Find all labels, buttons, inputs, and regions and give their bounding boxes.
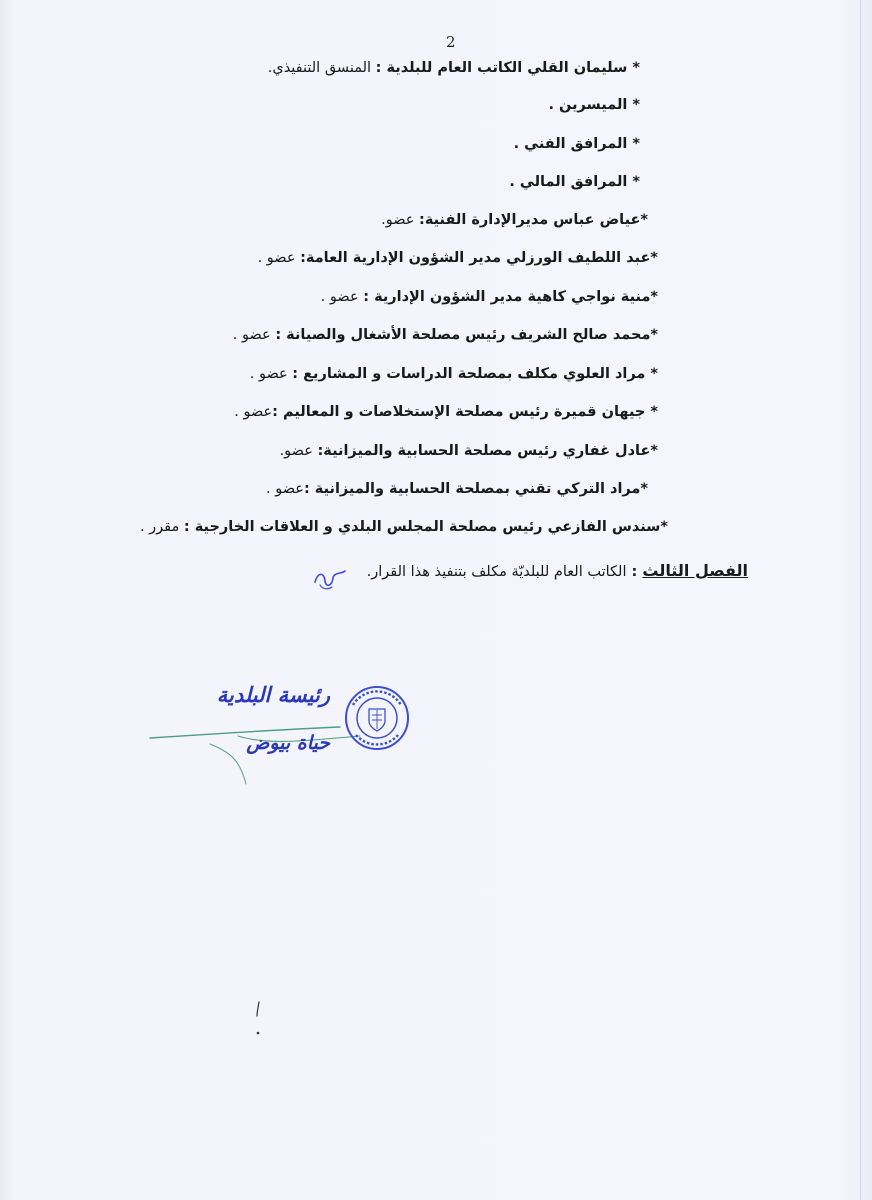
stray-pen-mark <box>252 1000 264 1040</box>
line-bold-text: *عبد اللطيف الورزلي مدير الشؤون الإدارية العامة: <box>300 250 658 266</box>
list-item <box>234 404 658 420</box>
line-regular-text: مقرر . <box>139 519 184 535</box>
list-item <box>140 519 668 535</box>
list-item <box>250 366 658 382</box>
line-bold-text: *عادل غفاري رئيس مصلحة الحسابية والميزانية: <box>317 443 658 459</box>
page-number: 2 <box>446 33 456 51</box>
line-regular-text: عضو . <box>234 404 273 420</box>
article-three <box>367 561 748 580</box>
signature-title: رئيسة البلدية <box>216 682 330 707</box>
list-item <box>381 212 648 228</box>
line-regular-text: عضو. <box>279 443 318 459</box>
list-item <box>258 250 658 266</box>
line-bold-text: * جيهان قميرة رئيس مصلحة الإستخلاصات و المعاليم : <box>272 404 658 420</box>
article-text: الكاتب العام للبلديّة مكلف بتنفيذ هذا القرار. <box>366 564 627 580</box>
signature-name: حياة بيوض <box>246 732 330 754</box>
article-heading: الفصل الثالث <box>642 561 748 580</box>
line-regular-text: عضو . <box>266 481 304 497</box>
list-item <box>280 443 658 459</box>
list-item <box>548 97 640 113</box>
article-colon: : <box>626 564 643 580</box>
line-bold-text: * المرافق الفني . <box>513 136 640 152</box>
list-item <box>514 136 640 152</box>
line-bold-text: *سندس الفازعي رئيس مصلحة المجلس البلدي و العلاقات الخارجية : <box>183 519 668 535</box>
line-regular-text: عضو . <box>232 327 276 343</box>
list-item <box>509 174 640 190</box>
line-bold-text: *عياض عباس مديرالإدارة الفنية: <box>419 212 648 228</box>
list-item <box>321 289 658 305</box>
list-item <box>268 60 640 76</box>
line-bold-text: * الميسرين . <box>548 97 640 113</box>
line-bold-text: * المرافق المالي . <box>509 174 640 190</box>
line-regular-text: المنسق التنفيذي. <box>267 60 376 76</box>
handwritten-initial-mark <box>312 568 348 592</box>
list-item <box>233 327 658 343</box>
line-regular-text: عضو . <box>257 250 301 266</box>
page-edge <box>860 0 861 1200</box>
line-bold-text: * مراد العلوي مكلف بمصلحة الدراسات و المشاريع : <box>292 366 658 382</box>
line-bold-text: *مراد التركي تقني بمصلحة الحسابية والميزانية : <box>303 481 648 497</box>
list-item <box>266 481 648 497</box>
line-bold-text: * سليمان القلي الكاتب العام للبلدية : <box>375 60 640 76</box>
line-regular-text: عضو . <box>249 366 293 382</box>
line-regular-text: عضو . <box>320 289 364 305</box>
line-bold-text: *منية نواجي كاهية مدير الشؤون الإدارية : <box>363 289 658 305</box>
line-bold-text: *محمد صالح الشريف رئيس مصلحة الأشغال والصيانة : <box>275 327 658 343</box>
municipal-seal-icon <box>344 685 410 751</box>
signature-block <box>150 680 410 790</box>
line-regular-text: عضو. <box>381 212 420 228</box>
